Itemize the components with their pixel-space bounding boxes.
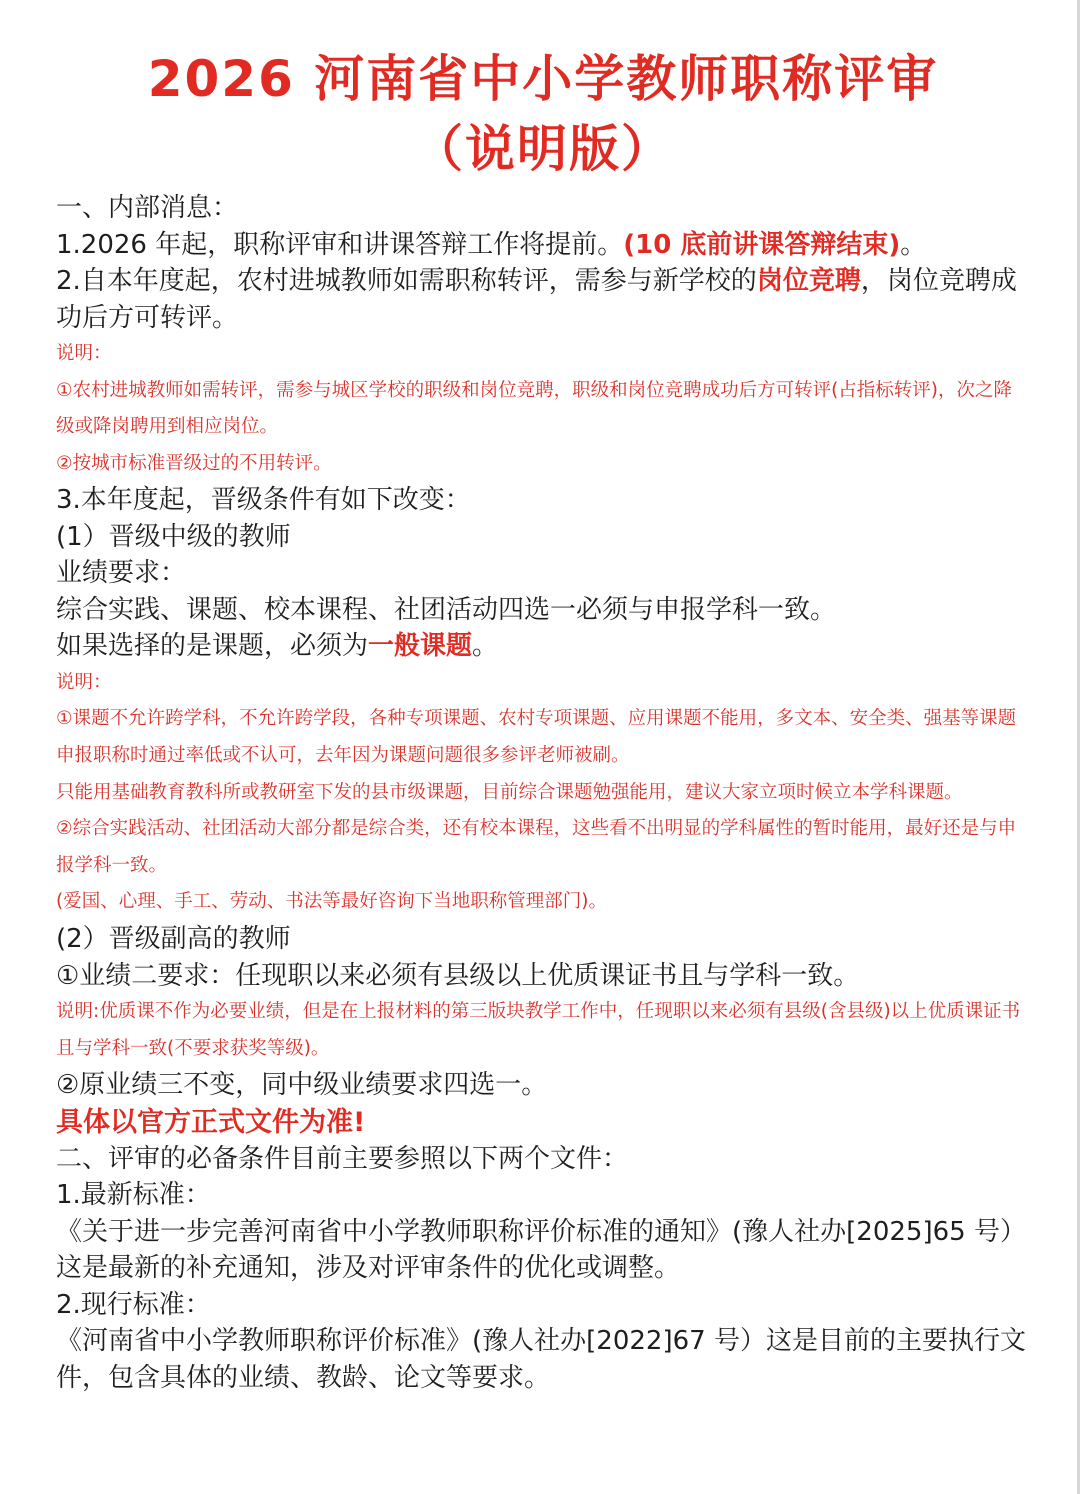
note-3: ①课题不允许跨学科，不允许跨学段，各种专项课题、农村专项课题、应用课题不能用，多文本、安全类、强基等课题申报职称时通过率低或不认可，去年因为课题问题很多参评老师被刷。 — [56, 708, 1017, 767]
item-2-end: ，岗位竞聘成功后方可转评。 — [56, 266, 1017, 333]
standard-2-label: 2.现行标准： — [56, 1289, 211, 1320]
item-2-text: 2.自本年度起，农村进城教师如需职称转评，需参与新学校的 — [56, 266, 757, 296]
topic-requirement — [56, 628, 1030, 665]
note-label-1: 说明： — [56, 343, 112, 364]
item-1-end: 。 — [900, 229, 927, 260]
standard-1-text: 《关于进一步完善河南省中小学教师职称评价标准的通知》(豫人社办[2025]65 号）这是最新的补充通知，涉及对评审条件的优化或调整。 — [56, 1216, 1026, 1284]
note-7: 说明:优质课不作为必要业绩，但是在上报材料的第三版块教学工作中，任现职以来必须有县级(含县级)以上优质课证书且与学科一致(不要求获奖等级)。 — [56, 1001, 1021, 1059]
standard-2-text: 《河南省中小学教师职称评价标准》(豫人社办[2022]67 号）这是目前的主要执行文件，包含具体的业绩、教龄、论文等要求。 — [56, 1326, 1026, 1393]
note-2: ②按城市标准晋级过的不用转评。 — [56, 452, 332, 474]
section-1-heading: 一、内部消息： — [56, 193, 239, 223]
note-1: ①农村进城教师如需转评，需参与城区学校的职级和岗位竞聘，职级和岗位竞聘成功后方可转评(占指标转评)，次之降级或降岗聘用到相应岗位。 — [56, 379, 1013, 438]
item-1 — [56, 227, 1030, 264]
senior-level-title: (2）晋级副高的教师 — [56, 924, 291, 955]
topic-end: 。 — [472, 631, 499, 662]
topic-highlight: 一般课题 — [368, 631, 473, 662]
note-6: (爱国、心理、手工、劳动、书法等最好咨询下当地职称管理部门)。 — [56, 891, 607, 913]
page-title: 2026 河南省中小学教师职称评审 — [147, 50, 939, 108]
performance-label: 业绩要求： — [56, 558, 187, 589]
item-2-highlight: 岗位竞聘 — [756, 266, 861, 296]
performance-text: 综合实践、课题、校本课程、社团活动四选一必须与申报学科一致。 — [56, 594, 837, 625]
section-2-heading: 二、评审的必备条件目前主要参照以下两个文件： — [56, 1143, 629, 1174]
note-5: ②综合实践活动、社团活动大部分都是综合类，还有校本课程，这些看不出明显的学科属性的暂时能用，最好还是与申报学科一致。 — [56, 818, 1017, 876]
page-subtitle: （说明版） — [413, 120, 673, 178]
mid-level-title: (1）晋级中级的教师 — [56, 521, 291, 552]
official-notice: 具体以官方正式文件为准! — [56, 1106, 366, 1138]
note-label-2: 说明： — [56, 671, 112, 693]
item-1-highlight: (10 底前讲课答辩结束) — [623, 229, 901, 260]
standard-1-label: 1.最新标准： — [56, 1180, 211, 1211]
item-1-text: 1.2026 年起，职称评审和讲课答辩工作将提前。 — [56, 229, 624, 260]
item-3: 3.本年度起，晋级条件有如下改变： — [56, 485, 471, 516]
senior-requirement-1: ①业绩二要求：任现职以来必须有县级以上优质课证书且与学科一致。 — [56, 960, 860, 991]
note-4: 只能用基础教育教科所或教研室下发的县市级课题，目前综合课题勉强能用，建议大家立项时候立本学科课题。 — [56, 781, 963, 803]
item-2 — [56, 263, 1030, 336]
senior-requirement-2: ②原业绩三不变，同中级业绩要求四选一。 — [56, 1070, 548, 1101]
topic-text: 如果选择的是课题，必须为 — [56, 631, 369, 662]
